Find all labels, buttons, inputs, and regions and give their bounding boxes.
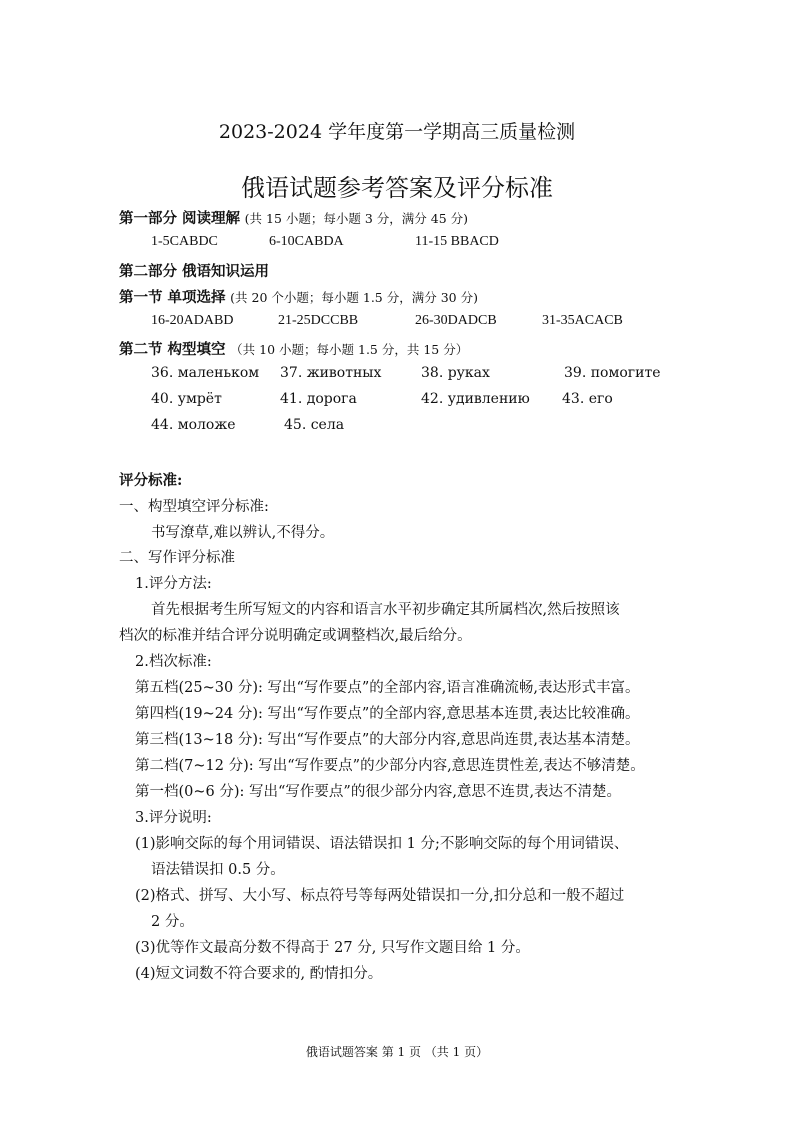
note-line: (3)优等作文最高分数不得高于 27 分, 只写作文题目给 1 分。 <box>135 940 530 956</box>
section1-answer: 31-35ACACB <box>542 313 623 328</box>
section1-note: (共 20 个小题；每小题 1.5 分，满分 30 分) <box>230 290 478 305</box>
method-heading: 1.评分方法: <box>135 576 212 592</box>
part1-heading: 第一部分 阅读理解 <box>119 210 241 227</box>
page-subtitle: 俄语试题参考答案及评分标准 <box>241 174 553 202</box>
levels-heading: 2.档次标准: <box>135 654 212 670</box>
part2-heading: 第二部分 俄语知识运用 <box>119 263 270 280</box>
part2-heading-row <box>119 260 269 281</box>
part1-heading-row <box>119 207 468 228</box>
section2-heading: 第二节 构型填空 <box>119 341 226 358</box>
level-line: 第四档(19~24 分): 写出“写作要点”的全部内容,意思基本连贯,表达比较准确。 <box>135 706 640 722</box>
note-line: (1)影响交际的每个用词错误、语法错误扣 1 分;不影响交际的每个用词错误、 <box>135 836 629 852</box>
section2-answer: 41. дорога <box>280 391 357 407</box>
level-line: 第二档(7~12 分): 写出“写作要点”的少部分内容,意思连贯性差,表达不够清楚。 <box>135 758 645 774</box>
level-line: 第五档(25~30 分): 写出“写作要点”的全部内容,语言准确流畅,表达形式丰富。 <box>135 680 640 696</box>
section1-answer: 26-30DADCB <box>415 313 497 328</box>
part1-note: (共 15 小题；每小题 3 分，满分 45 分) <box>244 211 469 226</box>
notes-heading: 3.评分说明: <box>135 810 212 826</box>
note-line: (4)短文词数不符合要求的, 酌情扣分。 <box>135 966 383 982</box>
section2-answer: 42. удивлению <box>421 391 530 407</box>
section2-answer: 36. маленьком <box>151 365 260 381</box>
note-line: (2)格式、拼写、大小写、标点符号等每两处错误扣一分,扣分总和一般不超过 <box>135 888 625 904</box>
section1-heading-row <box>119 286 478 307</box>
scoring-heading: 评分标准: <box>119 472 183 489</box>
section1-answer: 16-20ADABD <box>151 313 234 328</box>
scoring-s1-heading: 一、构型填空评分标准: <box>119 499 269 515</box>
page-footer: 俄语试题答案 第 1 页 （共 1 页） <box>305 1045 489 1059</box>
scoring-s1-text: 书写潦草,难以辨认,不得分。 <box>151 525 335 541</box>
page-title: 2023-2024 学年度第一学期高三质量检测 <box>218 121 576 143</box>
section2-answer: 43. его <box>562 391 613 407</box>
section2-answer: 37. животных <box>280 365 382 381</box>
level-line: 第一档(0~6 分): 写出“写作要点”的很少部分内容,意思不连贯,表达不清楚。 <box>135 784 622 800</box>
scoring-s2-heading: 二、写作评分标准 <box>119 550 235 566</box>
level-line: 第三档(13~18 分): 写出“写作要点”的大部分内容,意思尚连贯,表达基本清楚。 <box>135 732 640 748</box>
section2-answer: 45. села <box>284 417 345 433</box>
section2-answer: 40. умрёт <box>151 391 222 407</box>
note-line: 2 分。 <box>151 914 194 930</box>
part1-answer: 6-10CABDA <box>269 234 344 249</box>
section2-heading-row <box>119 338 468 359</box>
note-line: 语法错误扣 0.5 分。 <box>151 862 285 878</box>
part1-answer: 11-15 BBACD <box>415 234 499 249</box>
section1-heading: 第一节 单项选择 <box>119 289 226 306</box>
method-line: 档次的标准并结合评分说明确定或调整档次,最后给分。 <box>119 628 472 644</box>
part1-answer: 1-5CABDC <box>151 234 218 249</box>
section2-answer: 44. моложе <box>151 417 236 433</box>
section1-answer: 21-25DCCBB <box>278 313 359 328</box>
section2-note: （共 10 小题；每小题 1.5 分，共 15 分） <box>230 342 469 357</box>
method-line: 首先根据考生所写短文的内容和语言水平初步确定其所属档次,然后按照该 <box>151 602 620 618</box>
section2-answer: 38. руках <box>421 365 490 381</box>
section2-answer: 39. помогите <box>564 365 661 381</box>
